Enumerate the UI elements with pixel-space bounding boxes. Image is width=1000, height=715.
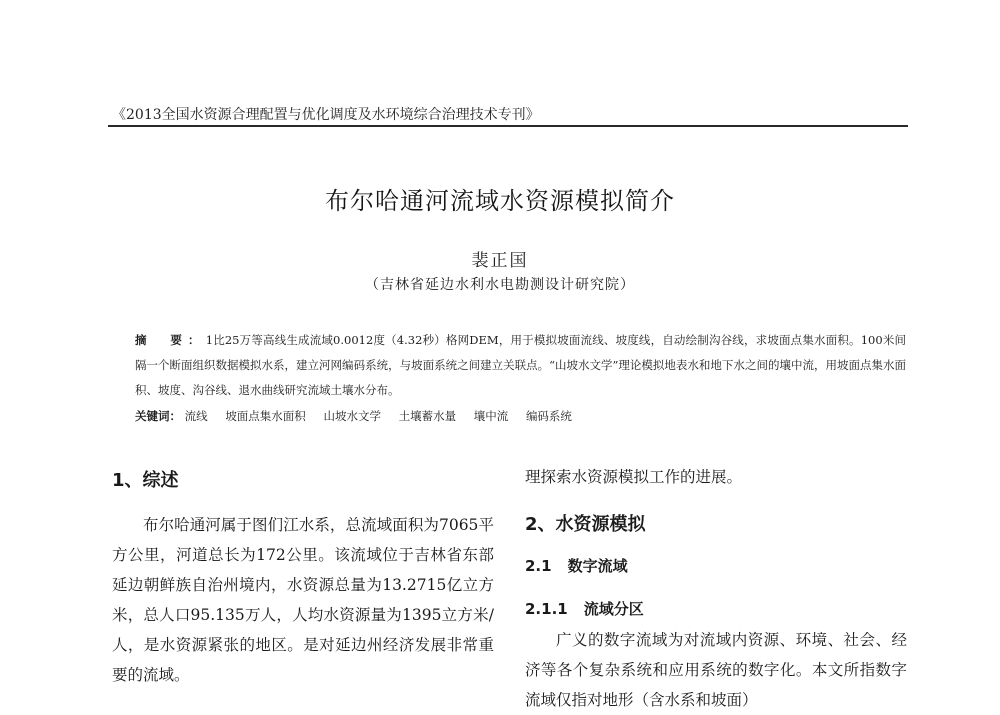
paper-title: 布尔哈通河流域水资源模拟简介: [325, 187, 675, 215]
section-2-1-1-paragraph: 广义的数字流域为对流域内资源、环境、社会、经济等各个复杂系统和应用系统的数字化。本文所指数字流域仅指对地形（含水系和坡面）: [525, 631, 907, 709]
section-2-1-title: 数字流域: [567, 557, 628, 575]
author-name: 裴正国: [471, 251, 529, 271]
author-affiliation: （吉林省延边水利水电勘测设计研究院）: [365, 277, 635, 293]
keyword-item: 编码系统: [525, 409, 572, 423]
section-2-1-1-title: 流域分区: [583, 600, 644, 618]
journal-header: 《2013全国水资源合理配置与优化调度及水环境综合治理技术专刊》: [112, 107, 540, 123]
keyword-item: 山坡水文学: [323, 409, 381, 423]
section-2-1-1-number: 2.1.1: [525, 600, 568, 618]
keyword-item: 壤中流: [473, 409, 509, 423]
section-2-1-heading: [525, 555, 628, 576]
abstract-label: 摘 要：: [135, 333, 206, 347]
section-1-paragraph: 布尔哈通河属于图们江水系，总流域面积为7065平方公里，河道总长为172公里。该流域位于吉林省东部延边朝鲜族自治州境内，水资源总量为13.2715亿立方米，总人口95.135万人，人均水资源量为1395立方米/人，是水资源紧张的地区。是对延边州经济发展非常重要的流域。: [112, 516, 494, 684]
section-2-1-number: 2.1: [525, 557, 552, 575]
keyword-item: 流线: [184, 409, 208, 423]
keyword-item: 土壤蓄水量: [398, 409, 457, 423]
keywords-label: 关键词：: [135, 409, 181, 423]
keyword-item: 坡面点集水面积: [225, 409, 306, 423]
abstract-text: 1比25万等高线生成流域0.0012度（4.32秒）格网DEM，用于模拟坡面流线、坡度线，自动绘制沟谷线，求坡面点集水面积。100米间隔一个断面组织数据模拟水系，建立河网编码系统，与坡面系统之间建立关联点。“山坡水文学”理论模拟地表水和地下水之间的壤中流，用坡面点集水面积、坡度、沟谷线、退水曲线研究流域土壤水分布。: [135, 333, 906, 397]
keywords: [135, 408, 586, 424]
continued-paragraph: 理探索水资源模拟工作的进展。: [525, 468, 743, 486]
section-2-heading: 2、水资源模拟: [525, 514, 646, 535]
section-1-heading: 1、综述: [112, 470, 179, 491]
section-2-1-1-heading: [525, 598, 644, 619]
abstract-body: [111, 328, 906, 403]
header-rule: [108, 125, 908, 127]
abstract: [111, 328, 906, 403]
